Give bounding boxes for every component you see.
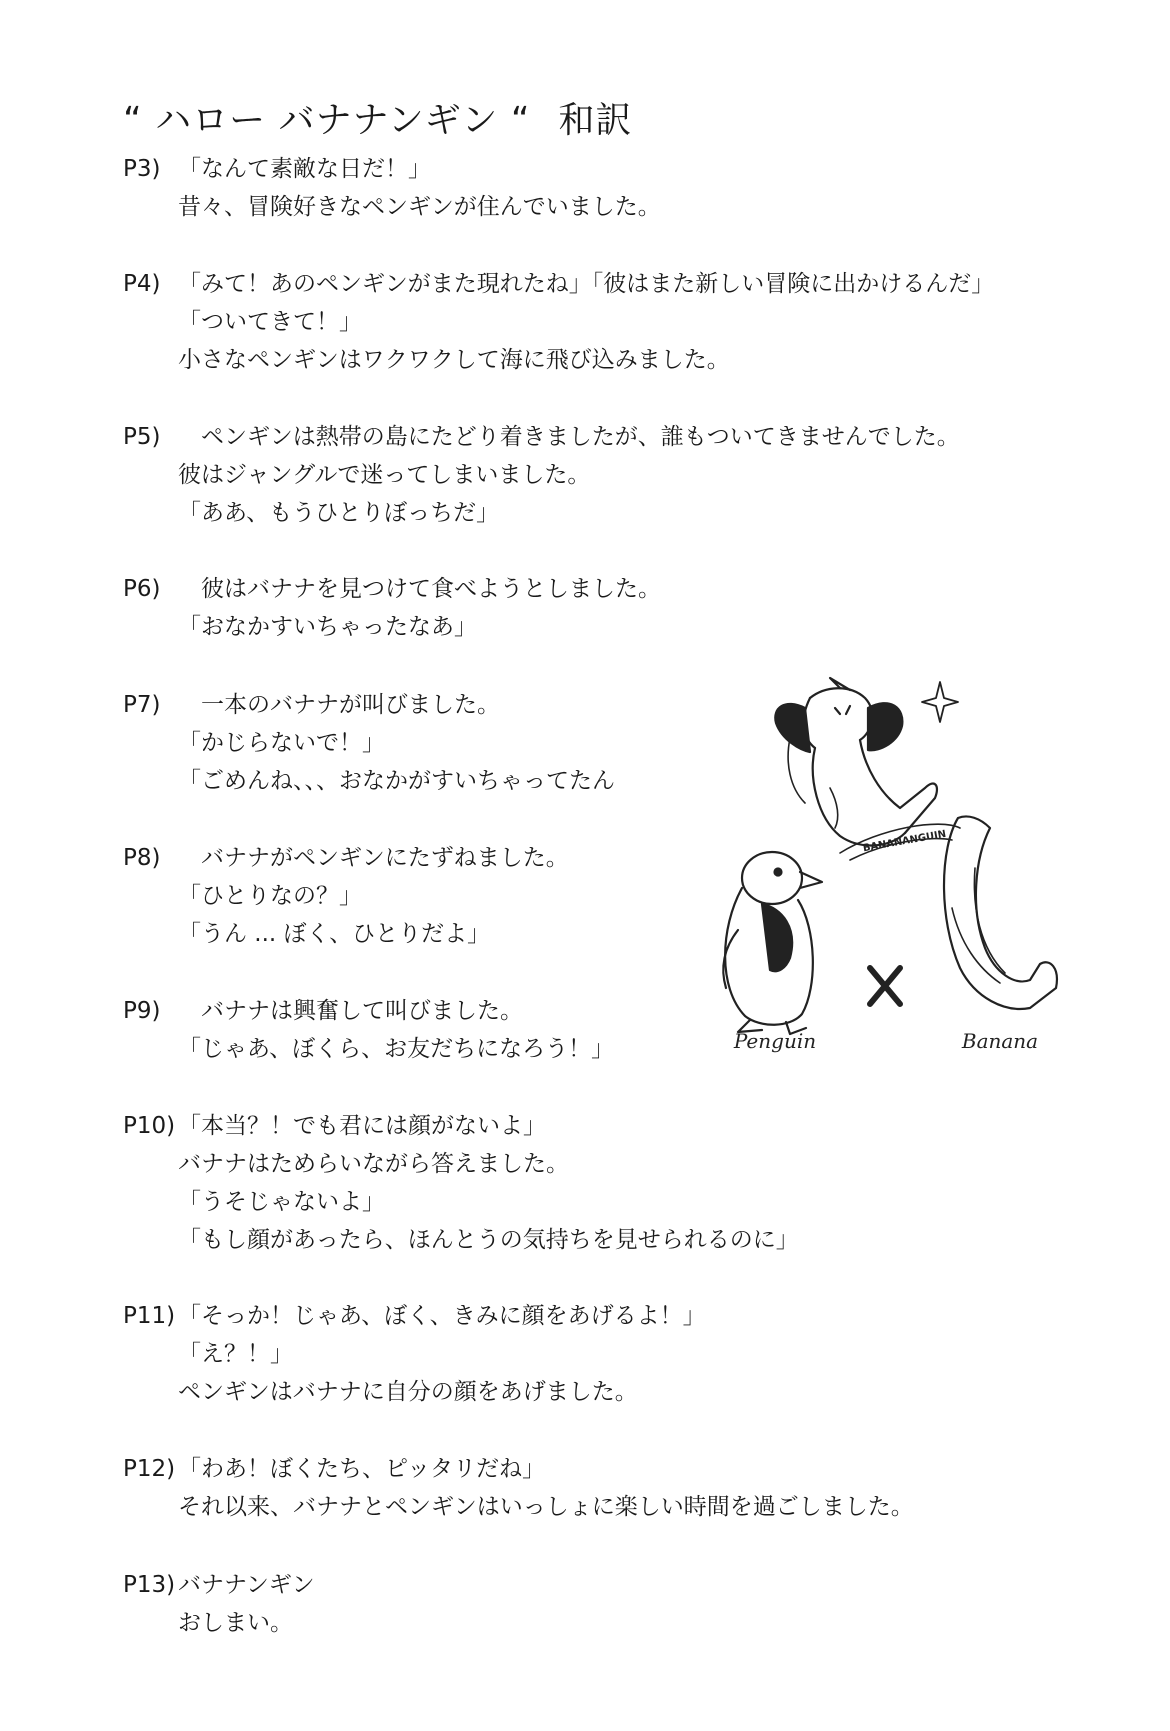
section-line: おしまい。 bbox=[178, 1610, 293, 1636]
section-line: 「じゃあ、ぼくら、お友だちになろう！」 bbox=[178, 1036, 615, 1062]
section-label: P4) bbox=[123, 271, 161, 297]
section-line: 「そっか！じゃあ、ぼく、きみに顔をあげるよ！」 bbox=[178, 1303, 706, 1329]
section-line: 「ああ、もうひとりぼっちだ」 bbox=[178, 500, 500, 526]
section-line: 「かじらないで！」 bbox=[178, 730, 385, 756]
penguin-banana-illustration bbox=[690, 668, 1090, 1058]
section-label: P8) bbox=[123, 845, 161, 871]
page-title bbox=[123, 92, 633, 143]
section-line: バナナがペンギンにたずねました。 bbox=[178, 845, 569, 871]
section-line: 「ひとりなの？」 bbox=[178, 883, 362, 909]
section-p8 bbox=[123, 839, 569, 953]
section-p3 bbox=[123, 150, 661, 226]
section-p9 bbox=[123, 992, 614, 1068]
section-line: 「本当？！でも君には顔がないよ」 bbox=[178, 1113, 546, 1139]
section-line: バナナはためらいながら答えました。 bbox=[178, 1151, 569, 1177]
section-line: 「ごめんね、、、おなかがすいちゃってたん bbox=[178, 768, 615, 794]
section-p4 bbox=[123, 265, 994, 379]
section-p10 bbox=[123, 1107, 799, 1259]
section-line: 「みて！あのペンギンがまた現れたね」「彼はまた新しい冒険に出かけるんだ」 bbox=[178, 271, 995, 297]
section-line: 昔々、冒険好きなペンギンが住んでいました。 bbox=[178, 194, 661, 220]
section-line: バナナンギン bbox=[178, 1572, 315, 1598]
section-label: P12) bbox=[123, 1456, 176, 1482]
section-line: 彼はバナナを見つけて食べようとしました。 bbox=[178, 576, 661, 602]
section-line: 「うん ... ぼく、ひとりだよ」 bbox=[178, 921, 491, 947]
illustration-label-penguin: Penguin bbox=[733, 1029, 817, 1053]
illustration-drawing bbox=[690, 668, 1090, 1058]
section-p6 bbox=[123, 570, 661, 646]
section-line: 彼はジャングルで迷ってしまいました。 bbox=[178, 462, 591, 488]
section-label: P10) bbox=[123, 1113, 176, 1139]
section-line: 「わあ！ぼくたち、ピッタリだね」 bbox=[178, 1456, 546, 1482]
section-line: ペンギンは熱帯の島にたどり着きましたが、誰もついてきませんでした。 bbox=[178, 424, 960, 450]
section-line: 「え？！」 bbox=[178, 1341, 293, 1367]
section-p12 bbox=[123, 1450, 914, 1526]
illustration-label-banana: Banana bbox=[961, 1029, 1039, 1053]
section-line: 「おなかすいちゃったなあ」 bbox=[178, 614, 477, 640]
section-line: それ以来、バナナとペンギンはいっしょに楽しい時間を過ごしました。 bbox=[178, 1494, 914, 1520]
title-main: “ ハロー バナナンギン “ bbox=[123, 100, 531, 141]
section-label: P5) bbox=[123, 424, 161, 450]
section-p11 bbox=[123, 1297, 706, 1411]
section-line: 「もし顔があったら、ほんとうの気持ちを見せられるのに」 bbox=[178, 1227, 799, 1253]
section-p7 bbox=[123, 686, 615, 800]
section-line: 「ついてきて！」 bbox=[178, 309, 362, 335]
section-label: P6) bbox=[123, 576, 161, 602]
section-label: P13) bbox=[123, 1572, 176, 1598]
section-line: 「なんて素敵な日だ！」 bbox=[178, 156, 431, 182]
section-label: P7) bbox=[123, 692, 161, 718]
section-p5 bbox=[123, 418, 960, 532]
section-line: 一本のバナナが叫びました。 bbox=[178, 692, 500, 718]
illustration-label-combined: BANANANGUIN bbox=[862, 828, 948, 855]
section-p13 bbox=[123, 1566, 315, 1642]
section-label: P9) bbox=[123, 998, 161, 1024]
section-label: P11) bbox=[123, 1303, 176, 1329]
section-line: ペンギンはバナナに自分の顔をあげました。 bbox=[178, 1379, 638, 1405]
title-sub: 和訳 bbox=[558, 100, 633, 141]
section-label: P3) bbox=[123, 156, 161, 182]
section-line: 小さなペンギンはワクワクして海に飛び込みました。 bbox=[178, 347, 730, 373]
section-line: バナナは興奮して叫びました。 bbox=[178, 998, 523, 1024]
section-line: 「うそじゃないよ」 bbox=[178, 1189, 385, 1215]
